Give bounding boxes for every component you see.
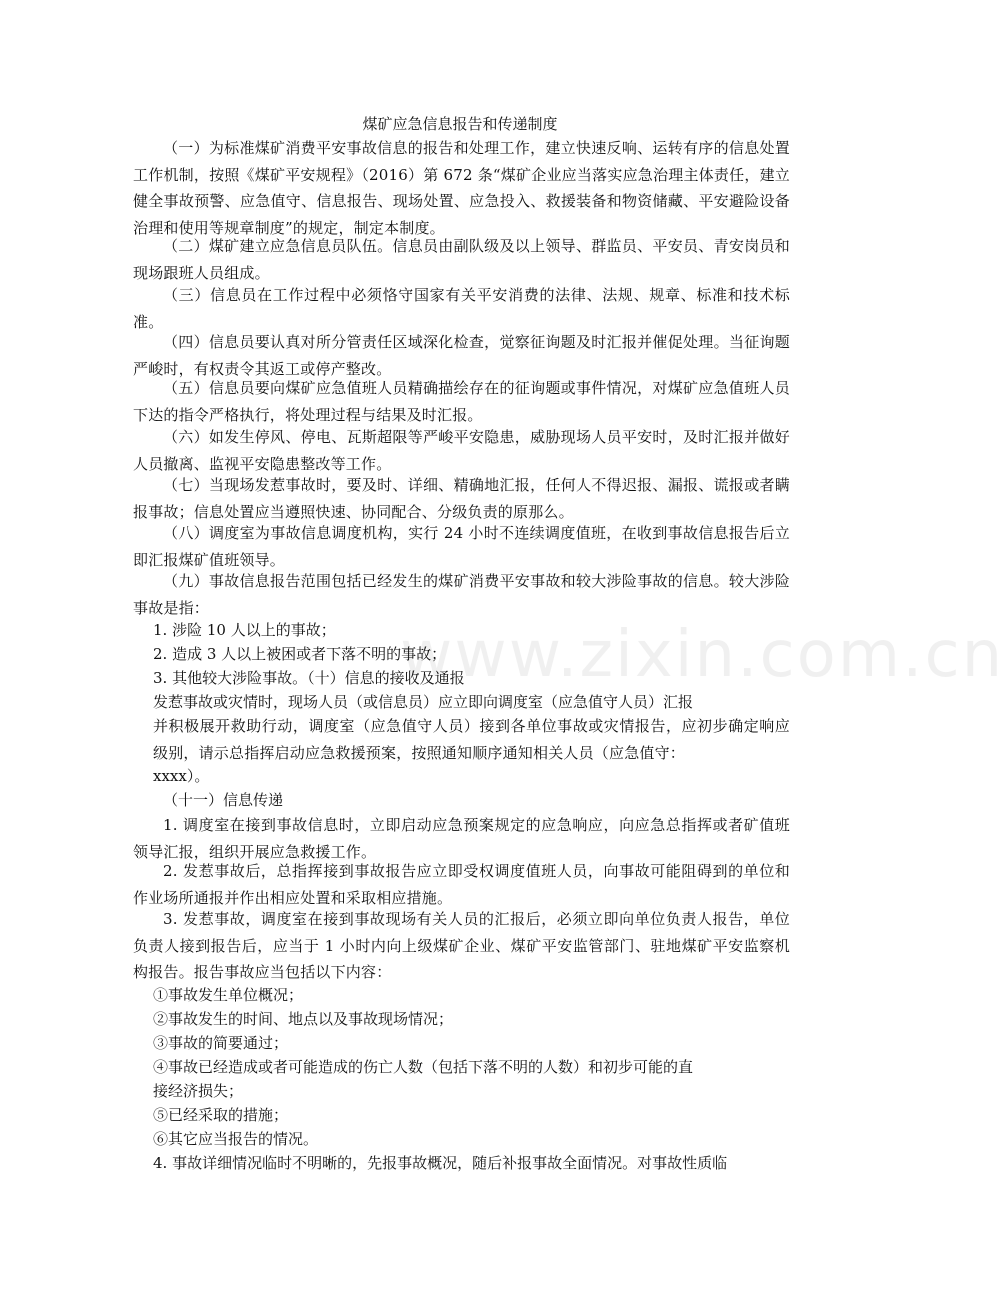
final-line: 4. 事故详细情况临时不明晰的，先报事故概况，随后补报事故全面情况。对事故性质临 [153,1154,728,1172]
transfer-paragraph-3: 3. 发惹事故，调度室在接到事故现场有关人员的汇报后，必须立即向单位负责人报告，单位负责人接到报告后，应当于 1 小时内向上级煤矿企业、煤矿平安监管部门、驻地煤矿平安监察机构报告。报告事故应当包括以下内容： [133,910,790,981]
paragraph-1: （一）为标准煤矿消费平安事故信息的报告和处理工作，建立快速反响、运转有序的信息处置工作机制，按照《煤矿平安规程》（2016）第 672 条“煤矿企业应当落实应急治理主体责任，建立健全事故预警、应急值守、信息报告、现场处置、应急投入、救援装备和物资储藏、平安避险设备治理和使用等规章制度”的规定，制定本制度。 [133,139,790,237]
risk-item-3: 3. 其他较大涉险事故。（十）信息的接收及通报 [153,669,465,687]
report-content-item-6: ⑥其它应当报告的情况。 [153,1130,319,1148]
report-content-item-1: ①事故发生单位概况； [153,986,304,1004]
paragraph-4: （四）信息员要认真对所分管责任区域深化检查，觉察征询题及时汇报并催促处理。当征询题严峻时，有权责令其返工或停产整改。 [133,333,790,378]
rescue-paragraph: 并积极展开救助行动，调度室（应急值守人员）接到各单位事故或灾情报告，应初步确定响应级别，请示总指挥启动应急救援预案，按照通知顺序通知相关人员（应急值守： [153,717,790,762]
paragraph-9: （九）事故信息报告范围包括已经发生的煤矿消费平安事故和较大涉险事故的信息。较大涉险事故是指： [133,572,790,617]
report-content-item-2: ②事故发生的时间、地点以及事故现场情况； [153,1010,454,1028]
paragraph-8: （八）调度室为事故信息调度机构，实行 24 小时不连续调度值班，在收到事故信息报告后立即汇报煤矿值班领导。 [133,524,790,569]
paragraph-3: （三）信息员在工作过程中必须恪守国家有关平安消费的法律、法规、规章、标准和技术标准。 [133,286,790,331]
report-content-item-5: ⑤已经采取的措施； [153,1106,289,1124]
report-content-item-3: ③事故的简要通过； [153,1034,289,1052]
paragraph-6: （六）如发生停风、停电、瓦斯超限等严峻平安隐患，威胁现场人员平安时，及时汇报并做好人员撤离、监视平安隐患整改等工作。 [133,428,790,473]
report-content-item-4-cont: 接经济损失； [153,1082,244,1100]
paragraph-7: （七）当现场发惹事故时，要及时、详细、精确地汇报，任何人不得迟报、漏报、谎报或者瞒报事故；信息处置应当遵照快速、协同配合、分级负责的原那么。 [133,476,790,521]
document-title: 煤矿应急信息报告和传递制度 [362,115,558,133]
transfer-paragraph-2: 2. 发惹事故后，总指挥接到事故报告应立即受权调度值班人员，向事故可能阻碍到的单位和作业场所通报并作出相应处置和采取相应措施。 [133,862,790,907]
transfer-paragraph-1: 1. 调度室在接到事故信息时，立即启动应急预案规定的应急响应，向应急总指挥或者矿值班领导汇报，组织开展应急救援工作。 [133,816,790,861]
watermark: www.zixin.com.cn [400,618,1004,692]
paragraph-2: （二）煤矿建立应急信息员队伍。信息员由副队级及以上领导、群监员、平安员、青安岗员和现场跟班人员组成。 [133,237,790,282]
report-content-item-4: ④事故已经造成或者可能造成的伤亡人数（包括下落不明的人数）和初步可能的直 [153,1058,694,1076]
risk-item-2: 2. 造成 3 人以上被困或者下落不明的事故； [153,645,447,663]
duty-contact: xxxx）。 [153,767,210,785]
report-line: 发惹事故或灾情时，现场人员（或信息员）应立即向调度室（应急值守人员）汇报 [153,693,694,711]
risk-item-1: 1. 涉险 10 人以上的事故； [153,621,336,639]
paragraph-5: （五）信息员要向煤矿应急值班人员精确描绘存在的征询题或事件情况，对煤矿应急值班人员下达的指令严格执行，将处理过程与结果及时汇报。 [133,379,790,424]
section-11-heading: （十一）信息传递 [163,791,284,809]
